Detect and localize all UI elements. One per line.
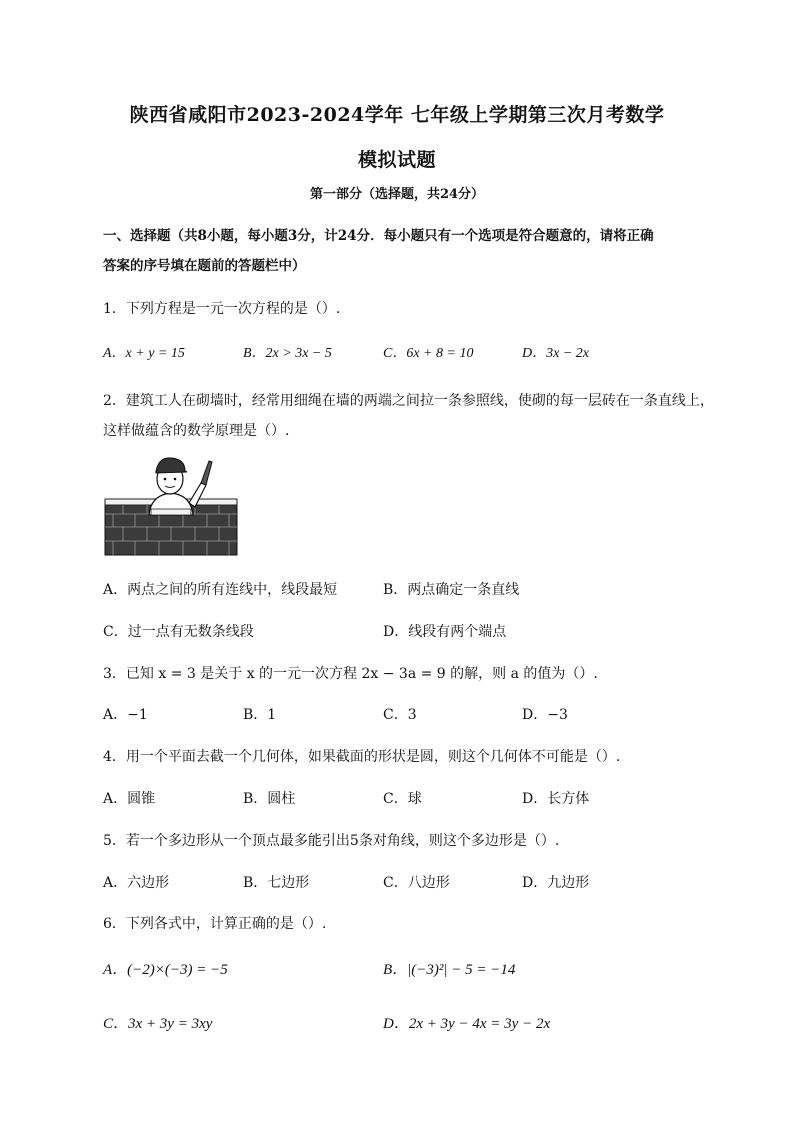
question-4-stem: 4．用一个平面去截一个几何体，如果截面的形状是圆，则这个几何体不可能是（）. xyxy=(103,749,621,765)
question-2-option-d[interactable]: D．线段有两个端点 xyxy=(383,624,507,640)
question-2-option-b[interactable]: B．两点确定一条直线 xyxy=(383,582,520,598)
question-6-stem: 6．下列各式中，计算正确的是（）. xyxy=(103,916,327,932)
question-5-option-d[interactable]: D．九边形 xyxy=(522,875,590,891)
part-heading: 第一部分（选择题，共24分） xyxy=(309,187,485,202)
question-5-option-c[interactable]: C．八边形 xyxy=(383,875,450,891)
question-6-option-c[interactable]: C．3x + 3y = 3xy xyxy=(103,1016,213,1032)
question-6-option-b[interactable]: B．|(−3)²| − 5 = −14 xyxy=(383,962,516,978)
question-4-option-a[interactable]: A．圆锥 xyxy=(103,791,156,807)
question-1-option-b[interactable]: B．2x > 3x − 5 xyxy=(243,346,332,361)
question-1-option-a[interactable]: A．x + y = 15 xyxy=(103,346,185,361)
bricklayer-wall-figure xyxy=(103,455,239,557)
question-3-option-a[interactable]: A．−1 xyxy=(103,707,148,723)
document-title: 陕西省咸阳市2023-2024学年 七年级上学期第三次月考数学 xyxy=(129,104,665,126)
question-1-stem: 1．下列方程是一元一次方程的是（）. xyxy=(103,301,341,317)
question-2-stem-line2: 这样做蕴含的数学原理是（）. xyxy=(103,423,290,439)
question-1-option-d[interactable]: D．3x − 2x xyxy=(522,346,589,361)
question-3-option-c[interactable]: C．3 xyxy=(383,707,417,723)
question-5-option-b[interactable]: B．七边形 xyxy=(243,875,310,891)
question-3-stem: 3．已知 x = 3 是关于 x 的一元一次方程 2x − 3a = 9 的解，则 a 的值为（）. xyxy=(103,666,598,682)
document-title-line2: 模拟试题 xyxy=(357,149,436,171)
question-4-option-d[interactable]: D．长方体 xyxy=(522,791,590,807)
question-6-option-d[interactable]: D．2x + 3y − 4x = 3y − 2x xyxy=(383,1016,551,1032)
question-2-option-c[interactable]: C．过一点有无数条线段 xyxy=(103,624,254,640)
section-heading-line2: 答案的序号填在题前的答题栏中） xyxy=(103,258,306,274)
question-2-stem: 2．建筑工人在砌墙时，经常用细绳在墙的两端之间拉一条参照线，使砌的每一层砖在一条直线上， xyxy=(103,393,714,409)
question-2-option-a[interactable]: A．两点之间的所有连线中，线段最短 xyxy=(103,582,338,598)
question-3-option-b[interactable]: B．1 xyxy=(243,707,277,723)
question-3-option-d[interactable]: D．−3 xyxy=(522,707,568,723)
question-4-option-c[interactable]: C．球 xyxy=(383,791,422,807)
question-5-option-a[interactable]: A．六边形 xyxy=(103,875,170,891)
question-1-option-c[interactable]: C．6x + 8 = 10 xyxy=(383,346,474,361)
question-4-option-b[interactable]: B．圆柱 xyxy=(243,791,296,807)
question-5-stem: 5．若一个多边形从一个顶点最多能引出5条对角线，则这个多边形是（）. xyxy=(103,833,560,849)
question-6-option-a[interactable]: A．(−2)×(−3) = −5 xyxy=(103,962,228,978)
section-heading: 一、选择题（共8小题，每小题3分，计24分．每小题只有一个选项是符合题意的，请将正确 xyxy=(103,228,654,244)
